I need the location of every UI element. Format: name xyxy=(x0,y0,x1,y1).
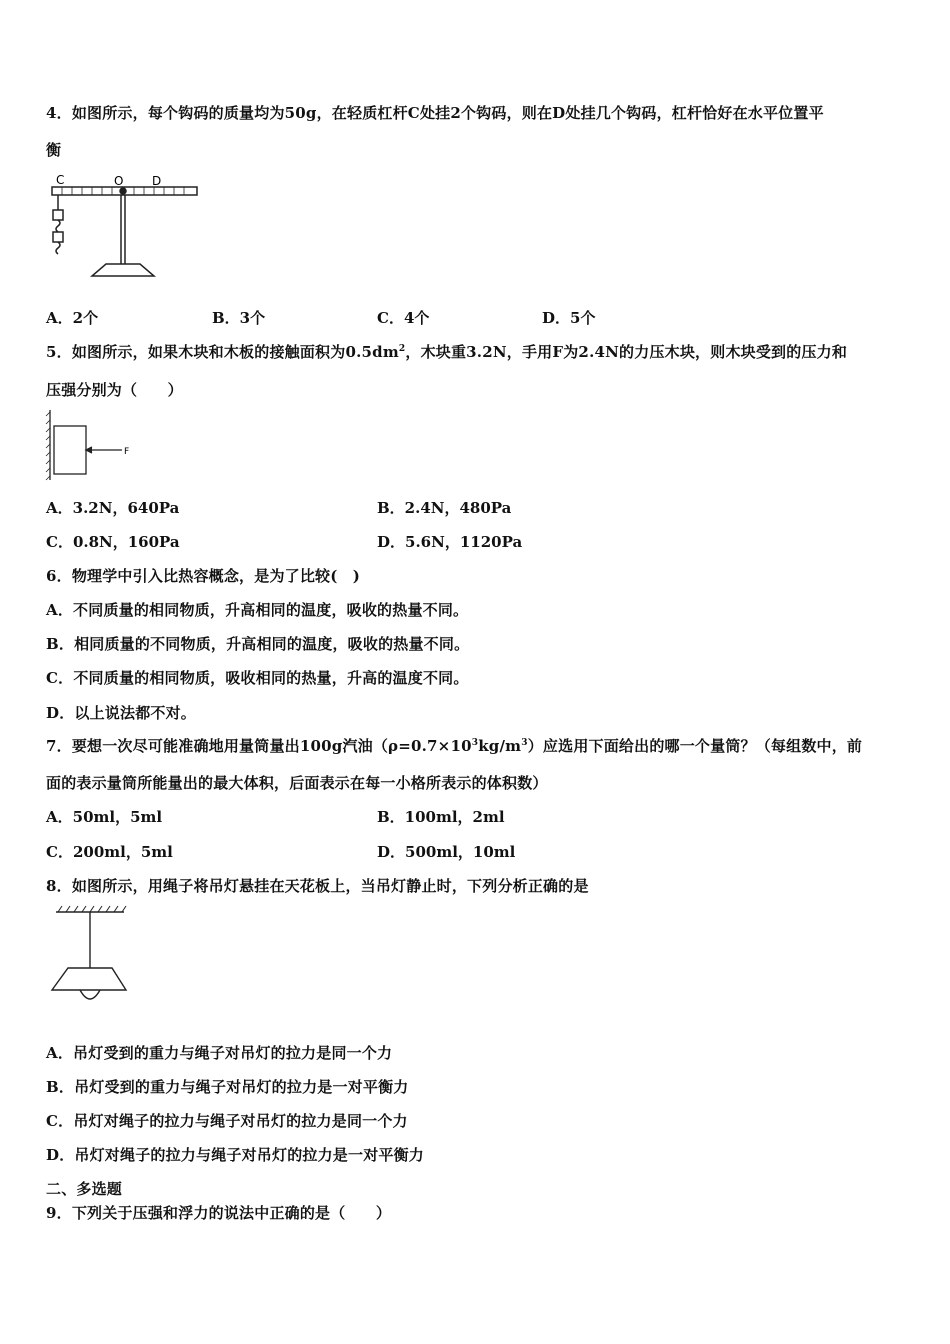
q6-option-d[interactable]: D．以上说法都不对。 xyxy=(46,704,197,722)
q8-stem: 8．如图所示，用绳子将吊灯悬挂在天花板上，当吊灯静止时，下列分析正确的是 xyxy=(46,877,589,895)
q8-option-a[interactable]: A．吊灯受到的重力与绳子对吊灯的拉力是同一个力 xyxy=(46,1044,393,1062)
q4-stem-line2: 衡 xyxy=(46,141,62,159)
q5-option-a[interactable]: A．3.2N，640Pa xyxy=(46,499,180,517)
section-title: 二、多选题 xyxy=(46,1180,123,1198)
q7-stem-line2: 面的表示量筒所能量出的最大体积，后面表示在每一小格所表示的体积数） xyxy=(46,774,548,792)
q7-option-b[interactable]: B．100ml，2ml xyxy=(377,808,505,826)
q7-option-c[interactable]: C．200ml，5ml xyxy=(46,843,173,861)
q5-stem-line2: 压强分别为（ ） xyxy=(46,381,183,399)
q7-option-a[interactable]: A．50ml，5ml xyxy=(46,808,163,826)
q4-option-b[interactable]: B．3个 xyxy=(212,309,266,327)
label-f: F xyxy=(124,447,130,457)
q6-option-c[interactable]: C．不同质量的相同物质，吸收相同的热量，升高的温度不同。 xyxy=(46,669,469,687)
q8-option-b[interactable]: B．吊灯受到的重力与绳子对吊灯的拉力是一对平衡力 xyxy=(46,1078,409,1096)
block-wall-figure xyxy=(44,408,136,482)
q7-option-d[interactable]: D．500ml，10ml xyxy=(377,843,516,861)
q6-option-a[interactable]: A．不同质量的相同物质，升高相同的温度，吸收的热量不同。 xyxy=(46,601,469,619)
q6-stem: 6．物理学中引入比热容概念，是为了比较( ) xyxy=(46,567,361,585)
lever-figure xyxy=(44,172,202,282)
q4-stem-line1: 4．如图所示，每个钩码的质量均为50g，在轻质杠杆C处挂2个钩码，则在D处挂几个钩码，杠杆恰好在水平位置平 xyxy=(46,104,824,122)
q5-stem-line1: 5．如图所示，如果木块和木板的接触面积为$0.5dm^2$，木块重3.2N，手用F为2.4N的力压木块，则木块受到的压力和 xyxy=(46,343,848,361)
q8-option-d[interactable]: D．吊灯对绳子的拉力与绳子对吊灯的拉力是一对平衡力 xyxy=(46,1146,425,1164)
label-o: O xyxy=(114,174,124,188)
q8-option-c[interactable]: C．吊灯对绳子的拉力与绳子对吊灯的拉力是同一个力 xyxy=(46,1112,408,1130)
q5-option-c[interactable]: C．0.8N，160Pa xyxy=(46,533,180,551)
q4-option-d[interactable]: D．5个 xyxy=(542,309,596,327)
q5-option-b[interactable]: B．2.4N，480Pa xyxy=(377,499,512,517)
q9-stem: 9．下列关于压强和浮力的说法中正确的是（ ） xyxy=(46,1204,392,1222)
hanging-lamp-figure xyxy=(46,904,130,1008)
lamp-shade xyxy=(52,968,126,990)
label-c: C xyxy=(56,173,65,187)
q4-option-c[interactable]: C．4个 xyxy=(377,309,430,327)
q5-option-d[interactable]: D．5.6N，1120Pa xyxy=(377,533,523,551)
q7-stem-line1: 7．要想一次尽可能准确地用量筒量出100g汽油$(\rho=0.7\times 10^3kg/m^3)$应选用下面给出的哪一个量筒？（每组数中，前 xyxy=(46,737,863,755)
label-d: D xyxy=(152,174,162,188)
wooden-block xyxy=(54,426,86,474)
q4-option-a[interactable]: A．2个 xyxy=(46,309,99,327)
q6-option-b[interactable]: B．相同质量的不同物质，升高相同的温度，吸收的热量不同。 xyxy=(46,635,470,653)
